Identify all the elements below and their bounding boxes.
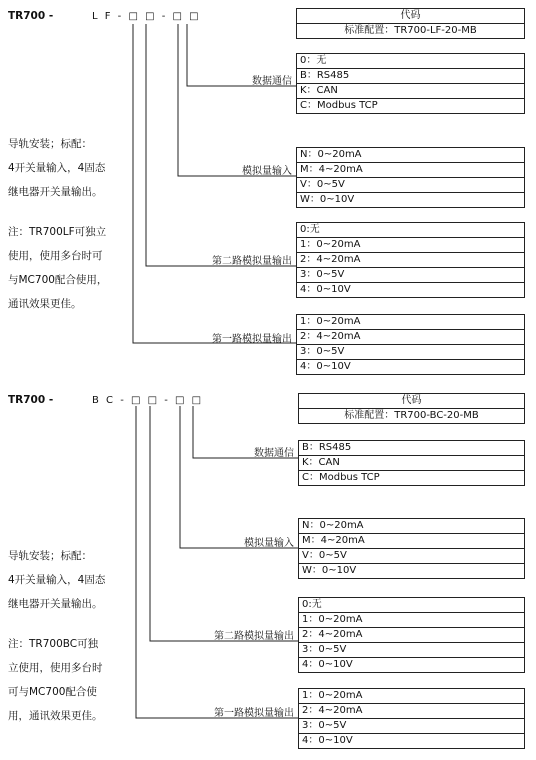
option-row: 2：4~20mA — [299, 704, 524, 719]
option-row: 0:无 — [299, 598, 524, 613]
wire-lf-analog-in — [178, 24, 296, 176]
lf-out2-label: 第二路模拟量输出 — [212, 256, 292, 267]
note-line: 与MC700配合使用， — [8, 274, 108, 286]
bc-out1-options — [298, 688, 525, 749]
wire-bc-analog-in — [180, 406, 298, 548]
bc-side-note — [8, 544, 130, 728]
note-line: 可与MC700配合使 — [8, 686, 97, 698]
option-row: C：Modbus TCP — [300, 100, 378, 111]
bc-analog-in-label: 模拟量输入 — [244, 538, 294, 549]
wire-lf-out2 — [146, 24, 296, 266]
option-row: 1：0~20mA — [299, 689, 524, 704]
bc-model-prefix: TR700 - — [8, 394, 54, 406]
option-row: N：0~20mA — [297, 148, 524, 163]
option-row: 3：0~5V — [297, 345, 524, 360]
lf-code-box — [296, 8, 525, 39]
bc-comm-options — [298, 440, 525, 486]
lf-out1-options — [296, 314, 525, 375]
option-row: W：0~10V — [302, 565, 357, 576]
lf-model-code: L F - □ □ - □ □ — [92, 11, 201, 22]
bc-code-box — [298, 393, 525, 424]
wire-bc-out2 — [150, 406, 298, 641]
note-line: 继电器开关量输出。 — [8, 598, 103, 610]
bc-analog-in-options — [298, 518, 525, 579]
note-line: 用，通讯效果更佳。 — [8, 710, 103, 722]
note-line: 注：TR700BC可独 — [8, 638, 99, 650]
option-row: 4：0~10V — [300, 361, 351, 372]
option-row: M：4~20mA — [297, 163, 524, 178]
option-row: W：0~10V — [300, 194, 355, 205]
option-row: 4：0~10V — [302, 735, 353, 746]
bc-standard-config: 标准配置：TR700-BC-20-MB — [344, 410, 479, 421]
lf-analog-in-options — [296, 147, 525, 208]
option-row: 1：0~20mA — [297, 315, 524, 330]
bc-model-code: B C - □ □ - □ □ — [92, 395, 204, 406]
option-row: 0:无 — [297, 223, 524, 238]
option-row: 2：4~20mA — [297, 253, 524, 268]
lf-out1-label: 第一路模拟量输出 — [212, 334, 292, 345]
option-row: C：Modbus TCP — [302, 472, 380, 483]
option-row: K：CAN — [299, 456, 524, 471]
option-row: B：RS485 — [297, 69, 524, 84]
note-line: 继电器开关量输出。 — [8, 186, 103, 198]
lf-comm-options — [296, 53, 525, 114]
note-line: 注：TR700LF可独立 — [8, 226, 107, 238]
bc-out2-options — [298, 597, 525, 673]
note-line: 使用，使用多台时可 — [8, 250, 103, 262]
option-row: 4：0~10V — [300, 284, 351, 295]
option-row: 0：无 — [297, 54, 524, 69]
option-row: 1：0~20mA — [299, 613, 524, 628]
bc-out2-label: 第二路模拟量输出 — [214, 631, 294, 642]
lf-side-note — [8, 132, 130, 316]
lf-standard-config: 标准配置：TR700-LF-20-MB — [344, 25, 477, 36]
option-row: 3：0~5V — [299, 643, 524, 658]
option-row: 3：0~5V — [297, 268, 524, 283]
lf-analog-in-label: 模拟量输入 — [242, 166, 292, 177]
lf-out2-options — [296, 222, 525, 298]
option-row: V：0~5V — [297, 178, 524, 193]
option-row: 2：4~20mA — [299, 628, 524, 643]
note-line: 立使用，使用多台时 — [8, 662, 103, 674]
option-row: K：CAN — [297, 84, 524, 99]
note-line: 4开关量输入，4固态 — [8, 162, 106, 174]
note-line: 4开关量输入，4固态 — [8, 574, 106, 586]
lf-model-prefix: TR700 - — [8, 10, 54, 22]
bc-out1-label: 第一路模拟量输出 — [214, 708, 294, 719]
lf-comm-label: 数据通信 — [252, 76, 292, 87]
option-row: N：0~20mA — [299, 519, 524, 534]
lf-code-title: 代码 — [297, 9, 524, 24]
option-row: 2：4~20mA — [297, 330, 524, 345]
bc-code-title: 代码 — [299, 394, 524, 409]
bc-comm-label: 数据通信 — [254, 448, 294, 459]
option-row: M：4~20mA — [299, 534, 524, 549]
note-line: 通讯效果更佳。 — [8, 298, 82, 310]
option-row: 1：0~20mA — [297, 238, 524, 253]
option-row: V：0~5V — [299, 549, 524, 564]
option-row: 4：0~10V — [302, 659, 353, 670]
note-line: 导轨安装；标配： — [8, 550, 92, 562]
note-line: 导轨安装；标配： — [8, 138, 92, 150]
option-row: B：RS485 — [299, 441, 524, 456]
option-row: 3：0~5V — [299, 719, 524, 734]
